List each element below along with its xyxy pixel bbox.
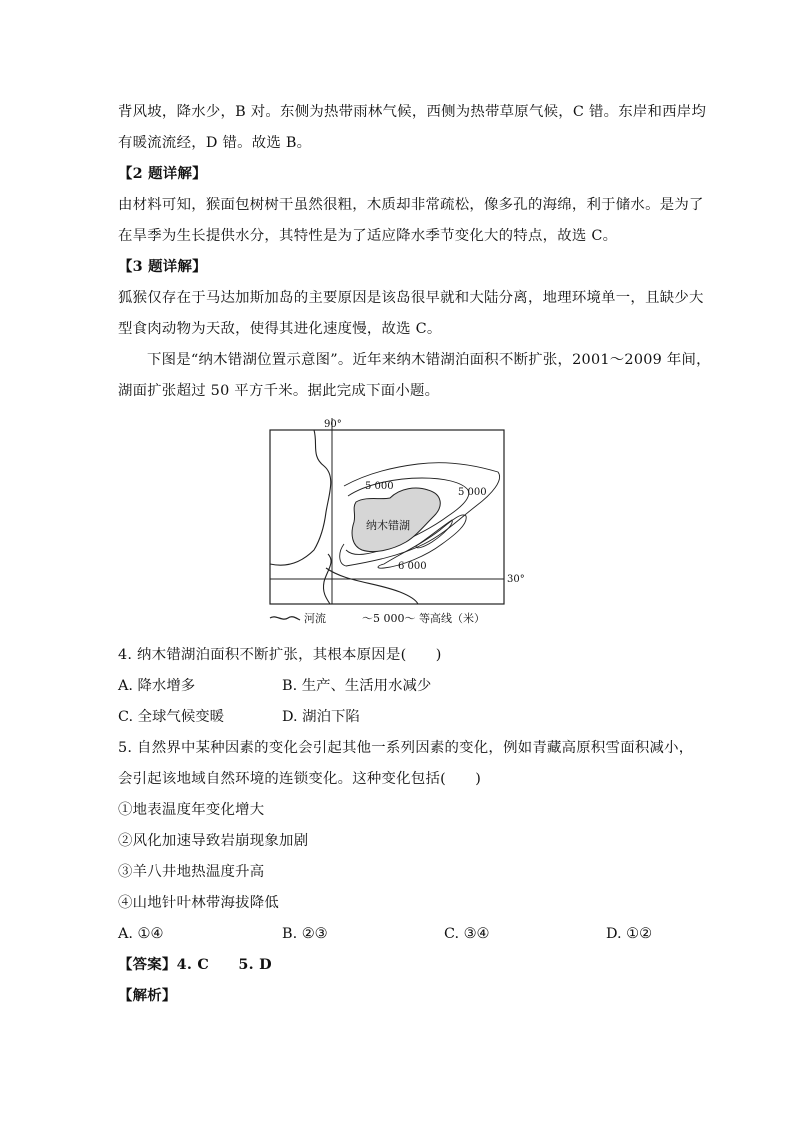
q4-option-a: A. 降水增多 <box>118 678 196 694</box>
lat-label: 30° <box>507 574 525 585</box>
text-line: 由材料可知，猴面包树树干虽然很粗，木质却非常疏松，像多孔的海绵，利于储水。是为了 <box>118 197 704 213</box>
section-header: 【2 题详解】 <box>118 165 207 182</box>
q5-option-c: C. ③④ <box>444 926 490 942</box>
text-line: 型食肉动物为天敌，使得其进化速度慢，故选 C。 <box>118 321 442 337</box>
text-line: 狐猴仅存在于马达加斯加岛的主要原因是该岛很早就和大陆分离，地理环境单一，且缺少大 <box>118 290 704 306</box>
contour-label: 6 000 <box>398 561 427 572</box>
text-line: 下图是“纳木错湖位置示意图”。近年来纳木错湖泊面积不断扩张，2001～2009 年间， <box>147 352 711 368</box>
text-line: 有暖流流经，D 错。故选 B。 <box>118 135 312 151</box>
section-header: 【3 题详解】 <box>118 258 207 275</box>
q5-option-a: A. ①④ <box>118 926 164 942</box>
text-line: 湖面扩张超过 50 平方千米。据此完成下面小题。 <box>118 383 440 399</box>
q4-option-b: B. 生产、生活用水减少 <box>282 678 432 694</box>
lon-label: 90° <box>324 419 342 430</box>
analysis-header: 【解析】 <box>118 987 177 1004</box>
q5-item: ①地表温度年变化增大 <box>118 802 265 818</box>
question-4-stem: 4. 纳木错湖泊面积不断扩张，其根本原因是( ) <box>118 647 442 663</box>
q5-option-b: B. ②③ <box>282 926 328 942</box>
q4-option-c: C. 全球气候变暖 <box>118 709 224 725</box>
legend-river-symbol <box>270 617 300 620</box>
namco-location-map <box>266 416 526 632</box>
lake-label: 纳木错湖 <box>366 519 410 532</box>
q5-option-d: D. ①② <box>606 926 652 942</box>
contour-label: 5 000 <box>458 487 487 498</box>
text-line: 背风坡，降水少，B 对。东侧为热带雨林气候，西侧为热带草原气候，C 错。东岸和西岸均 <box>118 104 707 120</box>
answer-line: 【答案】4. C 5. D <box>118 956 272 973</box>
q5-item: ②风化加速导致岩崩现象加剧 <box>118 833 309 849</box>
question-5-stem: 会引起该地域自然环境的连锁变化。这种变化包括( ) <box>118 771 482 787</box>
q4-option-d: D. 湖泊下陷 <box>282 709 360 725</box>
river <box>326 568 418 604</box>
text-line: 在旱季为生长提供水分，其特性是为了适应降水季节变化大的特点，故选 C。 <box>118 228 618 244</box>
question-5-stem: 5. 自然界中某种因素的变化会引起其他一系列因素的变化，例如青藏高原积雪面积减小， <box>118 740 694 756</box>
q5-item: ③羊八井地热温度升高 <box>118 864 265 880</box>
legend-contour-label: ～5 000～ 等高线（米） <box>362 612 485 625</box>
legend-river-label: 河流 <box>304 612 326 625</box>
q5-item: ④山地针叶林带海拔降低 <box>118 895 280 911</box>
contour-label: 5 000 <box>365 481 394 492</box>
river <box>270 430 331 565</box>
